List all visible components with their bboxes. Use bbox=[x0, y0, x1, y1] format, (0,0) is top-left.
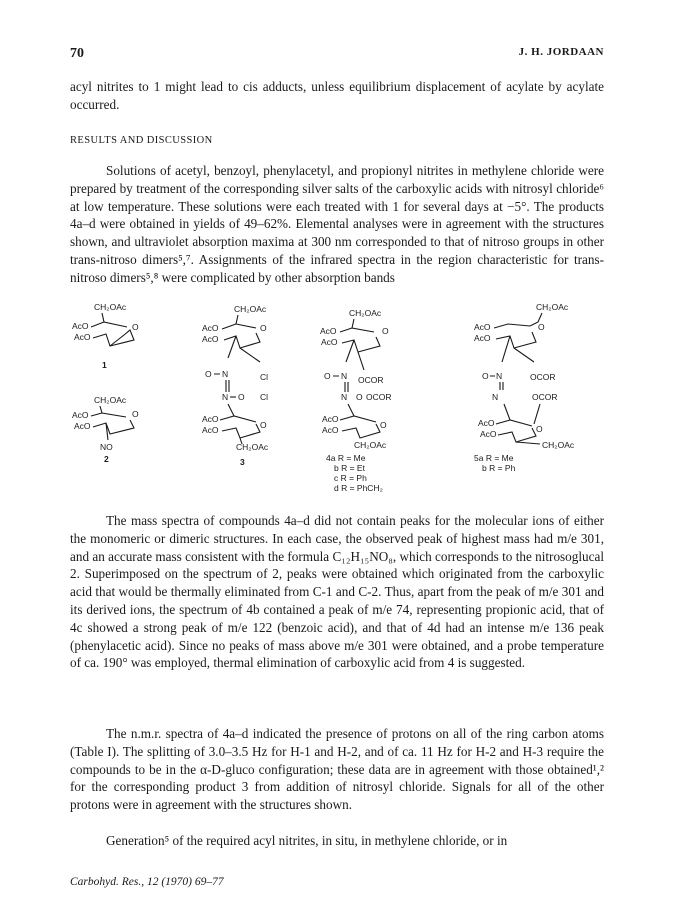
ring-oxygen-label: O bbox=[380, 420, 387, 430]
legend-4a: 4a R = Me bbox=[326, 453, 366, 463]
legend-4b: b R = Et bbox=[334, 463, 365, 473]
nitroso-oxygen-label: O bbox=[205, 369, 212, 379]
compound-label-1: 1 bbox=[102, 360, 107, 370]
ring-bonds bbox=[340, 319, 380, 370]
aco-label: AcO bbox=[74, 332, 91, 342]
nitrogen-label: N bbox=[341, 371, 348, 381]
paragraph-mass-spectra: The mass spectra of compounds 4a–d did not contain peaks for the molecular ions of either the monomeric or dimeric structures. In each case, the observed peak of highest mass had m/e 301, and an accurate mass consistent with the formula C₁₂H₁₅NO₈, which corresponds to the nitrosoglucal 2. Superimposed on the spectrum of 2, peaks were obtained which originated from the carboxylic acid that would be thermally eliminated from C-1 and C-2. Thus, apart from the peak of m/e 301 and its derived ions, the spectrum of 4b contained a peak of m/e 74, representing propionic acid, that of 4c showed a strong peak of m/e 122 (benzoic acid), and that of 4d had an intense m/e 136 peak (phenylacetic acid). Since no peaks of mass above m/e 301 were obtained, and a probe temperature of ca. 190° was employed, thermal elimination of carboxylic acid from 4 is suggested. bbox=[70, 513, 604, 671]
ch2oac-label: CH₂OAc bbox=[349, 308, 382, 318]
paragraph-nmr: The n.m.r. spectra of 4a–d indicated the presence of protons on all of the ring carbon atoms (Table I). The splitting of 3.0–3.5 Hz for H-1 and H-2, and of ca. 11 Hz for H-2 and H-3 require the compounds to be in the α-D-gluco configuration; these data are in agreement with those obtained¹,² for the corresponding product 3 from addition of nitrosyl chloride. Signals for all of the other protons were in agreement with the structures shown. bbox=[70, 726, 604, 813]
nitroso-oxygen-label: O bbox=[324, 371, 331, 381]
running-head-author: J. H. JORDAAN bbox=[518, 46, 604, 58]
compound-label-2: 2 bbox=[104, 454, 109, 464]
aco-label: AcO bbox=[202, 334, 219, 344]
nitroso-oxygen-label: O bbox=[482, 371, 489, 381]
legend-4c: c R = Ph bbox=[334, 473, 367, 483]
legend-5b: b R = Ph bbox=[482, 463, 516, 473]
aco-label: AcO bbox=[474, 322, 491, 332]
aco-label: AcO bbox=[478, 418, 495, 428]
paragraph-generation: Generation⁵ of the required acyl nitrites, in situ, in methylene chloride, or in bbox=[106, 833, 508, 848]
ring-bonds bbox=[496, 404, 540, 444]
nitroso-label: NO bbox=[100, 442, 113, 452]
chlorine-label: Cl bbox=[260, 392, 269, 402]
aco-label: AcO bbox=[202, 414, 219, 424]
chlorine-label: Cl bbox=[260, 372, 269, 382]
structure-4 bbox=[320, 308, 392, 493]
nitrogen-label: N bbox=[492, 392, 499, 402]
ch2oac-label: CH₂OAc bbox=[236, 442, 269, 452]
section-heading: RESULTS AND DISCUSSION bbox=[70, 135, 213, 146]
structure-3 bbox=[202, 304, 269, 467]
ocor-label: OCOR bbox=[358, 375, 384, 385]
ch2oac-label: CH₂OAc bbox=[234, 304, 267, 314]
nitrogen-label: N bbox=[496, 371, 503, 381]
ring-bonds bbox=[91, 313, 134, 346]
ring-oxygen-label: O bbox=[132, 409, 139, 419]
aco-label: AcO bbox=[322, 414, 339, 424]
ch2oac-label: CH₂OAc bbox=[536, 302, 569, 312]
ring-oxygen-label: O bbox=[260, 420, 267, 430]
ring-oxygen-label: O bbox=[382, 326, 389, 336]
ch2oac-label: CH₂OAc bbox=[354, 440, 387, 450]
page-number: 70 bbox=[70, 46, 84, 61]
page-header bbox=[70, 46, 604, 62]
nitrogen-label: N bbox=[222, 369, 229, 379]
compound-label-3: 3 bbox=[240, 457, 245, 467]
structure-1 bbox=[72, 302, 139, 370]
aco-label: AcO bbox=[74, 421, 91, 431]
aco-label: AcO bbox=[321, 337, 338, 347]
structure-2 bbox=[72, 395, 139, 464]
ocor-label: OCOR bbox=[366, 392, 392, 402]
aco-label: AcO bbox=[202, 323, 219, 333]
legend-4d: d R = PhCH₂ bbox=[334, 483, 383, 493]
aco-label: AcO bbox=[322, 425, 339, 435]
nitrogen-label: N bbox=[341, 392, 348, 402]
legend-5a: 5a R = Me bbox=[474, 453, 514, 463]
paragraph-intro: acyl nitrites to 1 might lead to cis adducts, unless equilibrium displacement of acylate by acylate occurred. bbox=[70, 79, 604, 112]
ocor-label: OCOR bbox=[530, 372, 556, 382]
ch2oac-label: CH₂OAc bbox=[542, 440, 575, 450]
ch2oac-label: CH₂OAc bbox=[94, 302, 127, 312]
aco-label: AcO bbox=[202, 425, 219, 435]
ring-bonds bbox=[222, 315, 260, 362]
aco-label: AcO bbox=[320, 326, 337, 336]
ch2oac-label: CH₂OAc bbox=[94, 395, 127, 405]
paragraph-results: Solutions of acetyl, benzoyl, phenylacetyl, and propionyl nitrites in methylene chloride were prepared by treatment of the corresponding silver salts of the carboxylic acids with nitrosyl chloride⁶ at low temperature. These solutions were each treated with 1 for several days at −5°. The products 4a–d were obtained in yields of 49–62%. Elemental analyses were in agreement with the structures shown, and ultraviolet absorption maxima at 300 nm corresponded to that of nitroso groups in other trans-nitroso dimers⁵,⁷. Assignments of the infrared spectra in the region characteristic for trans-nitroso dimers⁵,⁸ were complicated by other absorption bands bbox=[70, 163, 604, 285]
nitroso-oxygen-label: O bbox=[238, 392, 245, 402]
ring-bonds bbox=[91, 406, 134, 440]
ring-oxygen-label: O bbox=[536, 424, 543, 434]
ring-oxygen-label: O bbox=[260, 323, 267, 333]
aco-label: AcO bbox=[72, 321, 89, 331]
ring-oxygen-label: O bbox=[132, 322, 139, 332]
chemical-scheme bbox=[64, 300, 609, 500]
nitrogen-label: N bbox=[222, 392, 229, 402]
ring-bonds bbox=[340, 404, 380, 438]
aco-label: AcO bbox=[474, 333, 491, 343]
nitroso-oxygen-label: O bbox=[356, 392, 363, 402]
structure-5 bbox=[474, 302, 575, 473]
footer-citation: Carbohyd. Res., 12 (1970) 69–77 bbox=[70, 876, 224, 888]
aco-label: AcO bbox=[72, 410, 89, 420]
ring-bonds bbox=[494, 313, 542, 362]
ring-oxygen-label: O bbox=[538, 322, 545, 332]
ocor-label: OCOR bbox=[532, 392, 558, 402]
aco-label: AcO bbox=[480, 429, 497, 439]
ring-bonds bbox=[220, 404, 260, 444]
